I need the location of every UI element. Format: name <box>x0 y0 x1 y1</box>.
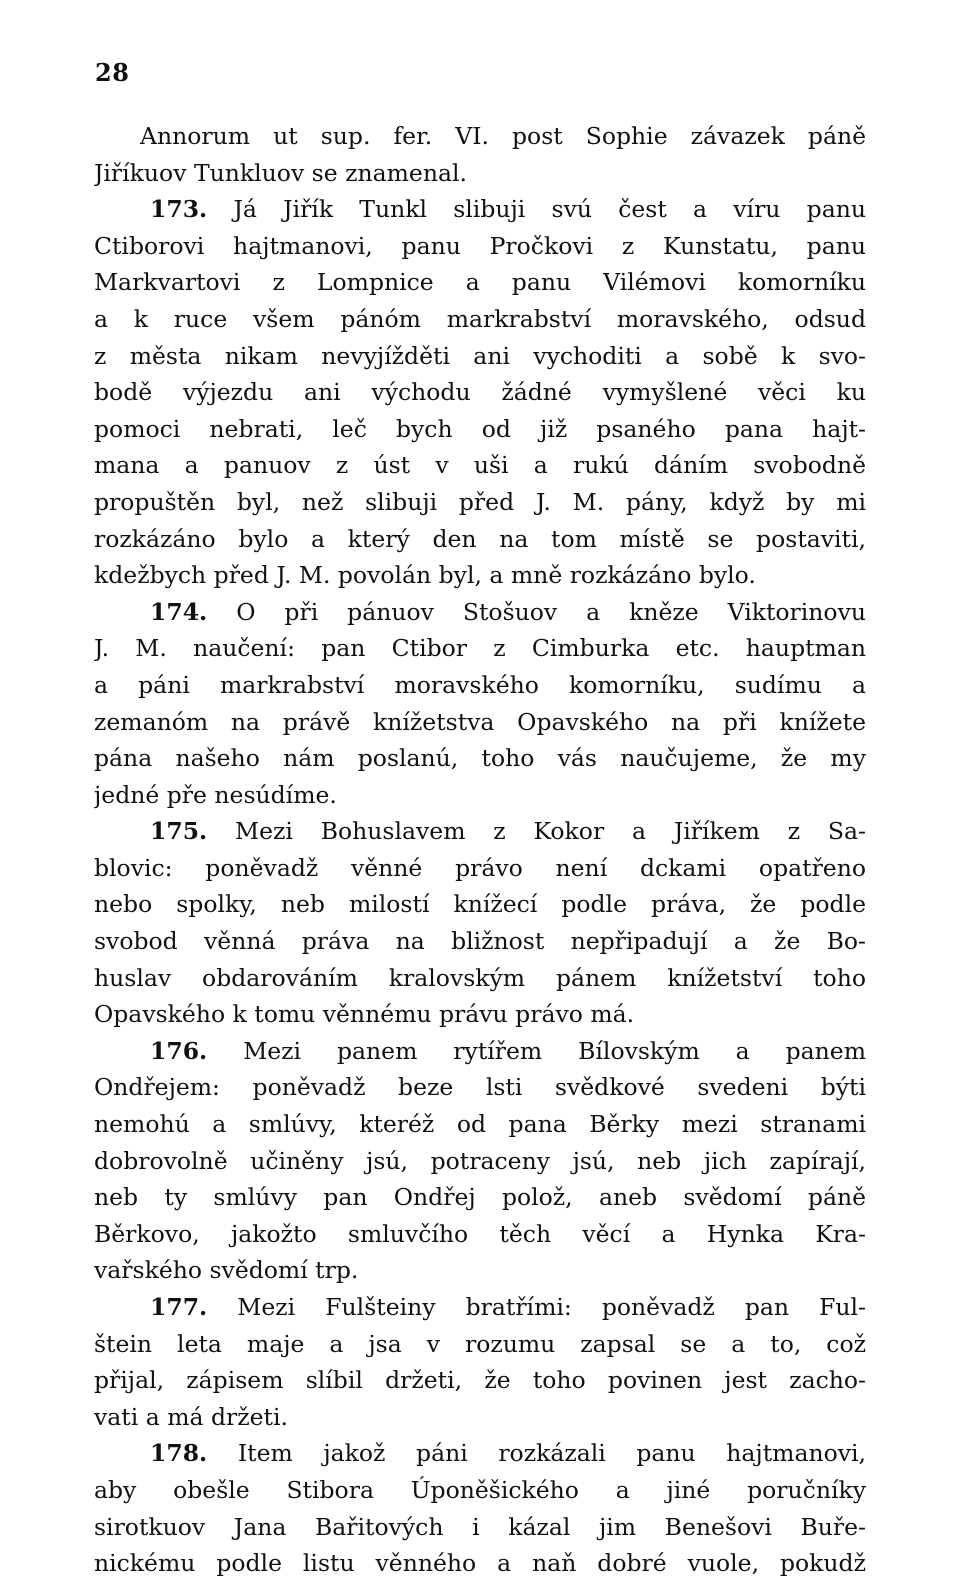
line-text: z města nikam nevyjížděti ani vychoditi a sobě k svo- <box>94 341 866 370</box>
line-text: pána našeho nám poslanú, toho vás naučujeme, že my <box>94 744 866 773</box>
text-line <box>94 338 866 375</box>
page-number: 28 <box>95 58 130 87</box>
line-text: a k ruce všem pánóm markrabství moravského, odsud <box>94 304 866 333</box>
line-text: Mezi Fulšteiny bratřími: poněvadž pan Ful- <box>207 1293 866 1321</box>
line-text: dobrovolně učiněny jsú, potraceny jsú, neb jich zapírají, <box>94 1146 866 1175</box>
paragraph-start-line <box>94 813 866 850</box>
line-text: Annorum ut sup. fer. VI. post Sophie závazek páně <box>140 122 866 150</box>
paragraph-number: 175. <box>150 817 208 846</box>
line-text: O při pánuov Stošuov a kněze Viktorinovu <box>207 597 866 626</box>
line-text: Já Jiřík Tunkl slibuji svú čest a víru panu <box>207 195 866 224</box>
paragraph-number: 174. <box>150 597 208 626</box>
text-line <box>94 557 866 594</box>
line-text: rozkázáno bylo a který den na tom místě se postaviti, <box>94 524 866 553</box>
line-text: Opavského k tomu věnnému právu právo má. <box>94 1000 635 1029</box>
paragraph-start-line <box>94 1435 866 1472</box>
text-line <box>94 1399 866 1436</box>
text-line <box>94 1472 866 1509</box>
text-line <box>94 411 866 448</box>
line-text: Item jakož páni rozkázali panu hajtmanovi, <box>207 1439 866 1468</box>
text-line <box>94 1106 866 1143</box>
text-line <box>94 1216 866 1253</box>
line-text: Mezi panem rytířem Bílovským a panem <box>207 1036 866 1065</box>
line-text: vati a má držeti. <box>94 1402 288 1431</box>
paragraph-start-line <box>94 1289 866 1326</box>
text-line <box>94 630 866 667</box>
paragraph-number: 173. <box>150 195 208 224</box>
line-text: Ondřejem: poněvadž beze lsti svědkové svedeni býti <box>94 1073 866 1102</box>
line-text: Ctiborovi hajtmanovi, panu Pročkovi z Kunstatu, panu <box>94 231 866 260</box>
text-line <box>94 996 866 1033</box>
text-line <box>94 1179 866 1216</box>
text-body <box>94 118 866 1582</box>
line-text: bodě výjezdu ani východu žádné vymyšlené věci ku <box>94 378 866 407</box>
line-text: kdežbych před J. M. povolán byl, a mně rozkázáno bylo. <box>94 561 756 590</box>
line-text: blovic: poněvadž věnné právo není dckami opatřeno <box>94 853 866 882</box>
text-line <box>94 886 866 923</box>
line-text: přijal, zápisem slíbil držeti, že toho povinen jest zacho- <box>94 1366 866 1395</box>
line-text: mana a panuov z úst v uši a rukú dáním svobodně <box>94 451 866 480</box>
line-text: nemohú a smlúvy, kteréž od pana Běrky mezi stranami <box>94 1110 866 1139</box>
text-line <box>94 447 866 484</box>
text-line <box>94 521 866 558</box>
paragraph-number: 177. <box>150 1293 208 1321</box>
paragraph-number: 176. <box>150 1036 208 1065</box>
text-line <box>94 1252 866 1289</box>
text-line <box>94 667 866 704</box>
text-line <box>94 484 866 521</box>
text-line <box>94 740 866 777</box>
line-text: Běrkovo, jakožto smluvčího těch věcí a Hynka Kra- <box>94 1219 866 1248</box>
text-line <box>94 1326 866 1363</box>
line-text: J. M. naučení: pan Ctibor z Cimburka etc. hauptman <box>94 634 866 663</box>
text-line <box>94 264 866 301</box>
paragraph-start-line <box>94 191 866 228</box>
text-line <box>94 301 866 338</box>
line-text: Jiříkuov Tunkluov se znamenal. <box>94 158 467 187</box>
line-text: zemanóm na právě knížetstva Opavského na při knížete <box>94 707 866 736</box>
text-line <box>94 1509 866 1546</box>
line-text: štein leta maje a jsa v rozumu zapsal se a to, což <box>94 1329 866 1358</box>
text-line <box>94 850 866 887</box>
line-text: nebo spolky, neb milostí knížecí podle práva, že podle <box>94 890 866 919</box>
line-text: a páni markrabství moravského komorníku, sudímu a <box>94 670 866 699</box>
text-line <box>94 1143 866 1180</box>
line-text: Markvartovi z Lompnice a panu Vilémovi komorníku <box>94 268 866 297</box>
text-line <box>94 374 866 411</box>
paragraph-start-line <box>94 1033 866 1070</box>
line-text: pomoci nebrati, leč bych od již psaného pana hajt- <box>94 414 866 443</box>
text-line <box>94 1545 866 1582</box>
line-text: svobod věnná práva na bližnost nepřipadují a že Bo- <box>94 927 866 956</box>
text-line <box>94 1069 866 1106</box>
line-text: nickému podle listu věnného a naň dobré vuole, pokudž <box>94 1549 866 1578</box>
text-line <box>94 228 866 265</box>
paragraph-number: 178. <box>150 1439 208 1468</box>
text-line <box>94 777 866 814</box>
line-text: jedné pře nesúdíme. <box>94 780 337 809</box>
text-line <box>94 704 866 741</box>
text-line <box>94 1362 866 1399</box>
line-text: vařského svědomí trp. <box>94 1256 359 1285</box>
line-text: aby obešle Stibora Úponěšického a jiné poručníky <box>94 1475 866 1504</box>
text-line <box>94 923 866 960</box>
line-text: neb ty smlúvy pan Ondřej polož, aneb svědomí páně <box>94 1183 866 1212</box>
line-text: propuštěn byl, než slibuji před J. M. pány, když by mi <box>94 487 866 516</box>
line-text: sirotkuov Jana Bařitových i kázal jim Benešovi Buře- <box>94 1512 866 1541</box>
line-text: Mezi Bohuslavem z Kokor a Jiříkem z Sa- <box>207 817 866 846</box>
paragraph-start-line <box>94 594 866 631</box>
text-line <box>94 960 866 997</box>
line-text: huslav obdarováním kralovským pánem knížetství toho <box>94 963 866 992</box>
text-line <box>94 155 866 192</box>
text-line <box>94 118 866 155</box>
